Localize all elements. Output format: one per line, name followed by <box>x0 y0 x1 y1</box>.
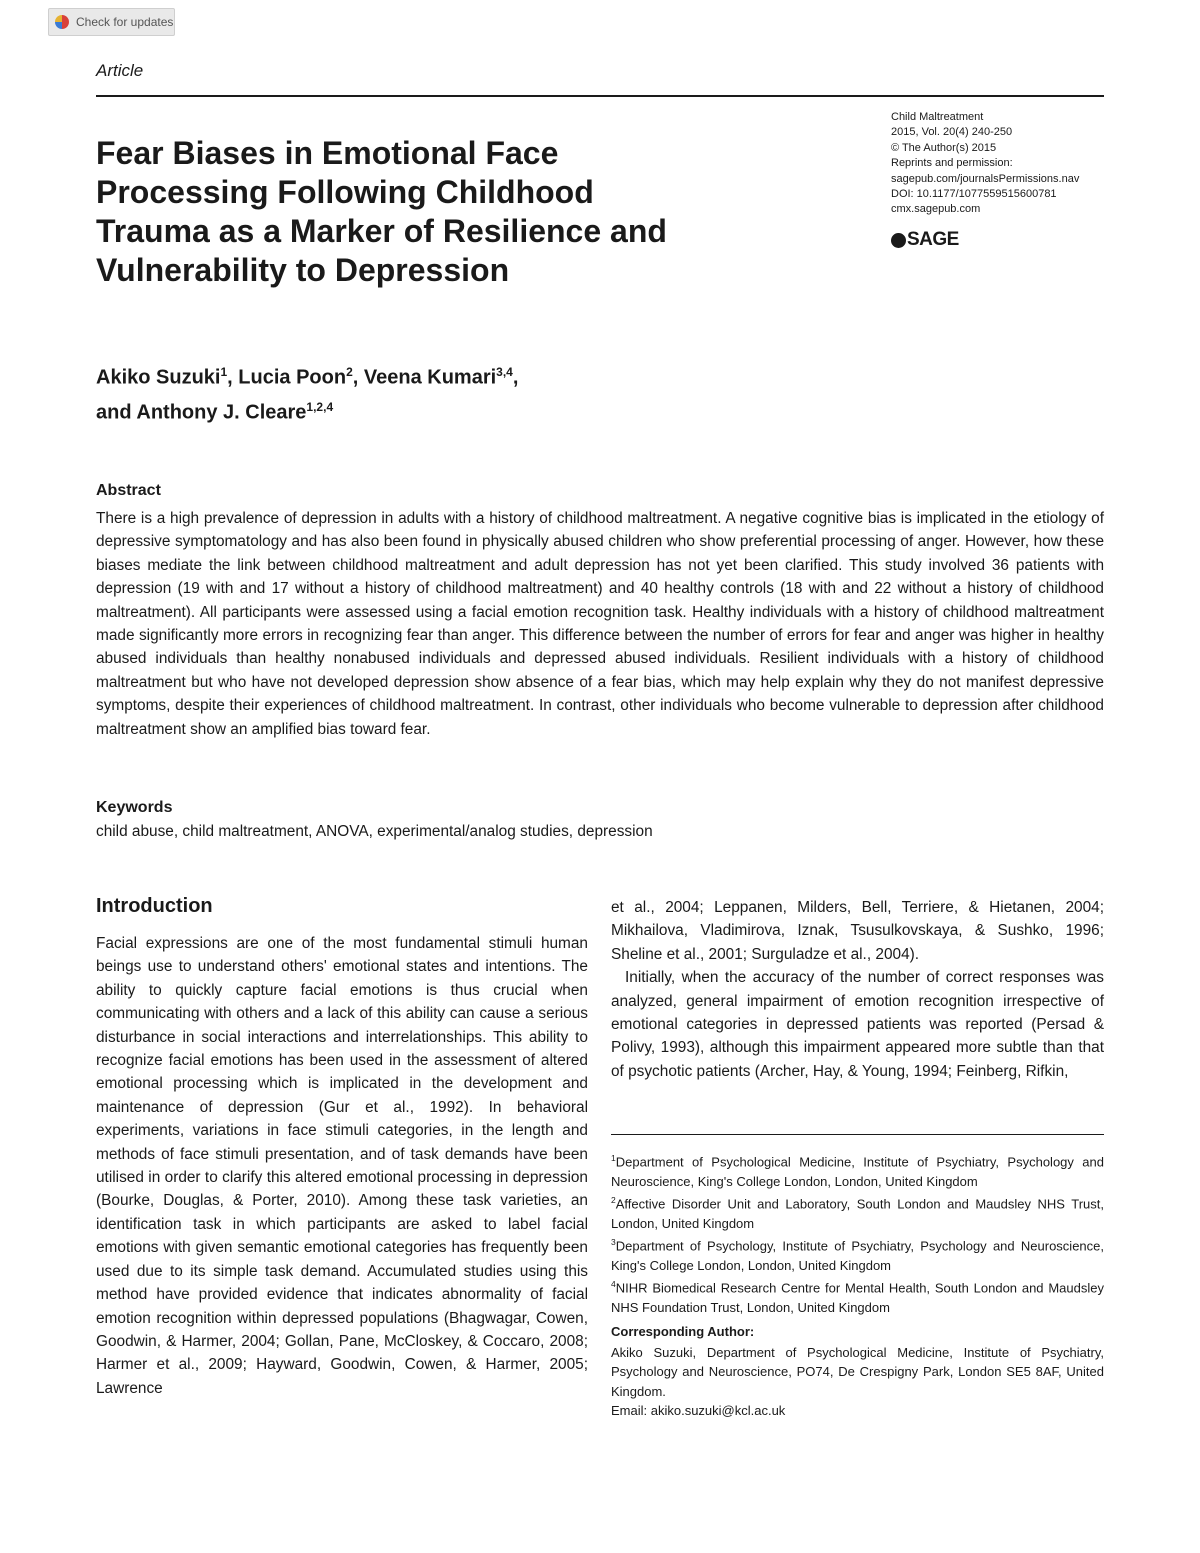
author-affiliation-sup: 1,2,4 <box>306 399 334 414</box>
footnote-rule <box>611 1134 1104 1135</box>
crossmark-icon <box>55 15 69 29</box>
corresponding-address: Akiko Suzuki, Department of Psychological Medicine, Institute of Psychiatry, Psychology and Neuroscience, PO74, De Crespigny Park, London SE5 8AF, United Kingdom. <box>611 1345 1104 1399</box>
affiliation-number: 2 <box>611 1195 616 1206</box>
corresponding-email[interactable]: Email: akiko.suzuki@kcl.ac.uk <box>611 1403 786 1419</box>
journal-volume: 2015, Vol. 20(4) 240-250 <box>891 126 1013 139</box>
introduction-heading: Introduction <box>96 895 213 917</box>
reprints-label: Reprints and permission: <box>891 157 1013 170</box>
abstract-heading: Abstract <box>96 482 161 499</box>
affiliation-number: 1 <box>611 1153 616 1163</box>
sage-logo <box>891 229 959 251</box>
affiliation-text: NIHR Biomedical Research Centre for Mental Health, South London and Maudsley NHS Foundation Trust, London, United Kingdom <box>611 1280 1104 1316</box>
corresponding-author-block <box>611 1343 1104 1421</box>
author-list <box>96 358 716 427</box>
permissions-link[interactable]: sagepub.com/journalsPermissions.nav <box>891 172 1080 185</box>
author-separator: , <box>512 366 519 389</box>
introduction-left-column: Facial expressions are one of the most fundamental stimuli human beings use to understand others' emotional states and intentions. The ability to quickly capture facial emotions is thus crucial when communicating with others and a lack of this ability can cause a serious disturbance in social interactions and interrelationships. This ability to recognize facial emotions has been used in the assessment of altered emotional processing which is implicated in the development and maintenance of depression (Gur et al., 1992). In behavioral experiments, variations in face stimuli categories, in the length and methods of face stimuli presentation, and of task demands have been utilised in order to clarify this altered emotional processing in depression (Bourke, Douglas, & Porter, 2010). Among these task varieties, an identification task in which participants are asked to label facial emotions with given semantic emotional categories has frequently been used due to its simple task demand. Accumulated studies using this method have provided evidence that indicates abnormality of facial emotion recognition within depressed populations (Bhagwagar, Cowen, Goodwin, & Harmer, 2004; Gollan, Pane, McCloskey, & Coccaro, 2008; Harmer et al., 2009; Hayward, Goodwin, Cowen, & Harmer, 2005; Lawrence <box>96 935 588 1397</box>
journal-name: Child Maltreatment <box>891 111 984 123</box>
affiliation-number: 4 <box>611 1279 616 1290</box>
author-name: , Lucia Poon <box>227 366 347 389</box>
journal-metadata <box>891 110 1106 218</box>
keywords-text: child abuse, child maltreatment, ANOVA, experimental/analog studies, depression <box>96 823 653 840</box>
check-for-updates-badge[interactable] <box>48 8 175 36</box>
journal-site-link[interactable]: cmx.sagepub.com <box>891 203 981 216</box>
introduction-paragraph: Initially, when the accuracy of the number of correct responses was analyzed, general impairment of emotion recognition irrespective of emotional categories in depressed patients was reported (Persad & Polivy, 1993), although this impairment appeared more subtle than that of psychotic patients (Archer, Hay, & Young, 1994; Feinberg, Rifkin, <box>611 969 1104 1080</box>
article-title: Fear Biases in Emotional Face Processing Following Childhood Trauma as a Marker of Resilience and Vulnerability to Depression <box>96 135 667 288</box>
affiliation-item <box>611 1233 1104 1275</box>
affiliation-item <box>611 1275 1104 1317</box>
sage-logo-mark-icon <box>891 233 906 248</box>
author-affiliation-sup: 2 <box>346 365 353 379</box>
doi[interactable]: DOI: 10.1177/1077559515600781 <box>891 188 1057 201</box>
header-rule <box>96 95 1104 97</box>
keywords-heading: Keywords <box>96 799 173 816</box>
introduction-paragraph: et al., 2004; Leppanen, Milders, Bell, Terriere, & Hietanen, 2004; Mikhailova, Vladimirova, Iznak, Tsusulkovskaya, & Sushko, 1996; Sheline et al., 2001; Surguladze et al., 2004). <box>611 899 1104 963</box>
affiliation-number: 3 <box>611 1237 616 1248</box>
author-name: Akiko Suzuki <box>96 366 221 389</box>
copyright: © The Author(s) 2015 <box>891 141 997 154</box>
corresponding-author-heading: Corresponding Author: <box>611 1324 755 1339</box>
affiliation-item <box>611 1149 1104 1191</box>
affiliations <box>611 1149 1104 1318</box>
author-affiliation-sup: 1 <box>220 365 228 379</box>
article-type-label: Article <box>96 61 144 80</box>
affiliation-text: Affective Disorder Unit and Laboratory, South London and Maudsley NHS Trust, London, United Kingdom <box>611 1196 1104 1231</box>
author-name: , Veena Kumari <box>352 366 497 389</box>
sage-logo-word: SAGE <box>907 229 959 250</box>
affiliation-text: Department of Psychology, Institute of Psychiatry, Psychology and Neuroscience, King's College London, London, United Kingdom <box>611 1238 1104 1274</box>
introduction-right-column <box>611 896 1104 1083</box>
author-name: and Anthony J. Cleare <box>96 401 307 424</box>
check-for-updates-label: Check for updates <box>76 15 174 29</box>
author-affiliation-sup: 3,4 <box>496 365 513 379</box>
abstract-text: There is a high prevalence of depression in adults with a history of childhood maltreatment. A negative cognitive bias is implicated in the etiology of depressive symptomatology and has also been found in physically abused children who show preferential processing of anger. However, how these biases mediate the link between childhood maltreatment and adult depression has not yet been clarified. This study involved 36 patients with depression (19 with and 17 without a history of childhood maltreatment) and 40 healthy controls (18 with and 22 without a history of childhood maltreatment). All participants were assessed using a facial emotion recognition task. Healthy individuals with a history of childhood maltreatment made significantly more errors in recognizing fear than anger. This difference between the number of errors for fear and anger was higher in healthy abused individuals than healthy nonabused individuals and depressed abused individuals. Resilient individuals with a history of childhood maltreatment but who have not developed depression show absence of a fear bias, which may help explain why they do not manifest depressive symptoms, despite their experiences of childhood maltreatment. In contrast, other individuals who become vulnerable to depression after childhood maltreatment show an amplified bias toward fear. <box>96 510 1104 738</box>
affiliation-item <box>611 1191 1104 1233</box>
affiliation-text: Department of Psychological Medicine, Institute of Psychiatry, Psychology and Neuroscience, King's College London, London, United Kingdom <box>611 1154 1104 1189</box>
